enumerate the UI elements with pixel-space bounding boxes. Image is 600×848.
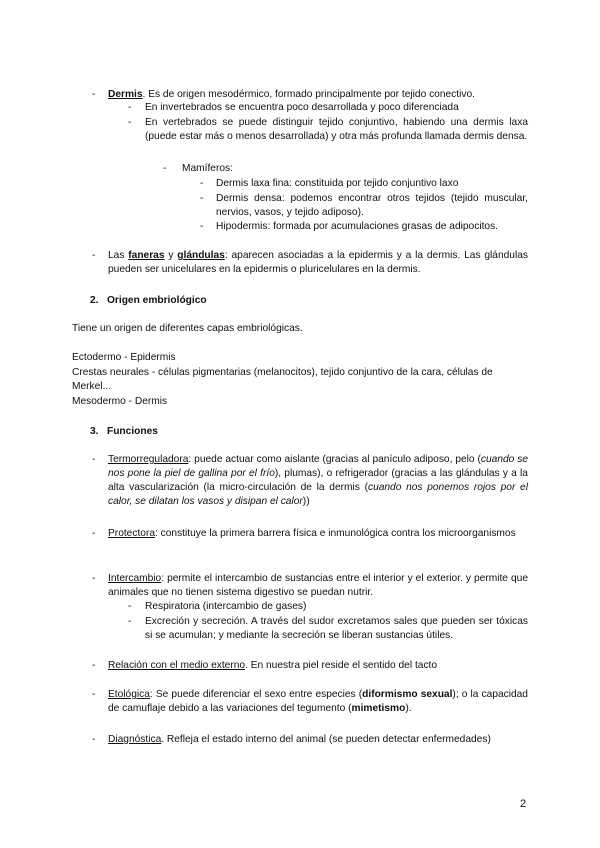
- relacion-term: Relación con el medio externo: [108, 660, 246, 671]
- bullet-dash: -: [92, 528, 96, 539]
- termo-italic-2: cuando nos ponemos rojos por el calor, se dilatan los vasos y disipan el calor: [108, 482, 528, 507]
- faneras-paragraph: [108, 249, 528, 277]
- eto-text-c: ).: [405, 703, 412, 714]
- bullet-dash: -: [163, 163, 167, 174]
- intercambio-text: : permite el intercambio de sustancias entre el interior y el exterior. y permite que animales que no tienen sistema digestivo se puedan nutrir.: [108, 573, 528, 598]
- bullet-dash: -: [200, 178, 204, 189]
- bullet-dash: -: [128, 117, 132, 128]
- bullet-dash: -: [128, 616, 132, 627]
- protectora-paragraph: [108, 527, 528, 541]
- termo-text-c: )): [302, 496, 310, 507]
- intercambio-respiratoria: Respiratoria (intercambio de gases): [145, 601, 307, 612]
- dermis-densa: Dermis densa: podemos encontrar otros tejidos (tejido muscular, nervios, vasos, y tejido adiposo).: [216, 193, 528, 218]
- origen-heading: 2. Origen embriológico: [90, 295, 207, 306]
- bullet-dash: -: [92, 660, 96, 671]
- faneras-pre: Las: [108, 250, 129, 261]
- etologica-paragraph: [108, 688, 528, 716]
- eto-bold-1: diformismo sexual: [362, 689, 453, 700]
- termorreguladora-paragraph: [108, 453, 528, 509]
- page-number: 2: [520, 798, 527, 810]
- dermis-invertebrados: En invertebrados se encuentra poco desarrollada y poco diferenciada: [145, 102, 459, 113]
- bullet-dash: -: [200, 193, 204, 204]
- diagnostica-term: Diagnóstica: [108, 734, 162, 745]
- origen-line-3: Mesodermo - Dermis: [72, 396, 168, 407]
- etologica-term: Etológica: [108, 689, 150, 700]
- eto-text-b: ); o la capacidad de camuflaje debido a las variaciones del tegumento (: [108, 689, 528, 714]
- intercambio-excrecion: Excreción y secreción. A través del sudor excretamos sales que pueden ser tóxicas si se acumulan; y mediante la secreción se liberan sustancias útiles.: [145, 616, 528, 641]
- diagnostica-text: . Refleja el estado interno del animal (se pueden detectar enfermedades): [161, 734, 491, 745]
- hipodermis: Hipodermis: formada por acumulaciones grasas de adipocitos.: [216, 221, 498, 232]
- termo-text-b: ), plumas), o refrigerador (gracias a las glándulas y a la alta vascularización (la micro-circulación de la dermis (: [108, 468, 528, 493]
- dermis-text: . Es de origen mesodérmico, formado principalmente por tejido conectivo.: [142, 89, 475, 100]
- intercambio-paragraph: [108, 572, 528, 600]
- bullet-dash: -: [92, 689, 96, 700]
- glandulas-term: glándulas: [177, 250, 225, 261]
- dermis-vertebrados: En vertebrados se puede distinguir tejido conjuntivo, habiendo una dermis laxa (puede estar más o menos desarrollada) y otra más profunda llamada dermis densa.: [145, 117, 528, 142]
- origen-intro: Tiene un origen de diferentes capas embriológicas.: [72, 323, 303, 334]
- protectora-term: Protectora: [108, 528, 155, 539]
- diagnostica-paragraph: [108, 733, 528, 747]
- bullet-dash: -: [128, 601, 132, 612]
- relacion-paragraph: [108, 659, 528, 673]
- protectora-text: : constituye la primera barrera física e inmunológica contra los microorganismos: [155, 528, 516, 539]
- bullet-dash: -: [92, 250, 96, 261]
- termo-italic-1: cuando se nos pone la piel de gallina por el frío: [108, 454, 529, 479]
- termorreguladora-term: Termorreguladora: [108, 454, 189, 465]
- mamiferos-label: Mamíferos:: [182, 163, 233, 174]
- bullet-dash: -: [92, 89, 96, 100]
- bullet-dash: -: [92, 454, 96, 465]
- funciones-heading: 3. Funciones: [90, 426, 158, 437]
- dermis-laxa: Dermis laxa fina: constituida por tejido conjuntivo laxo: [216, 178, 459, 189]
- origen-line-2: Crestas neurales - células pigmentarias (melanocitos), tejido conjuntivo de la cara, células de Merkel...: [72, 367, 493, 392]
- dermis-paragraph: [108, 88, 528, 102]
- relacion-text: . En nuestra piel reside el sentido del tacto: [245, 660, 438, 671]
- faneras-mid: y: [164, 250, 178, 261]
- faneras-term: faneras: [128, 250, 165, 261]
- intercambio-term: Intercambio: [108, 573, 162, 584]
- termo-text-a: : puede actuar como aislante (gracias al panículo adiposo, pelo (: [188, 454, 481, 465]
- bullet-dash: -: [92, 734, 96, 745]
- bullet-dash: -: [92, 573, 96, 584]
- eto-bold-2: mimetismo: [351, 703, 406, 714]
- origen-line-1: Ectodermo - Epidermis: [72, 352, 176, 363]
- dermis-term: Dermis: [108, 89, 143, 100]
- eto-text-a: : Se puede diferenciar el sexo entre especies (: [149, 689, 363, 700]
- faneras-post: : aparecen asociadas a la epidermis y a la dermis. Las glándulas pueden ser unicelulares en la epidermis o pluricelulares en la dermis.: [108, 250, 528, 275]
- bullet-dash: -: [200, 221, 204, 232]
- bullet-dash: -: [128, 102, 132, 113]
